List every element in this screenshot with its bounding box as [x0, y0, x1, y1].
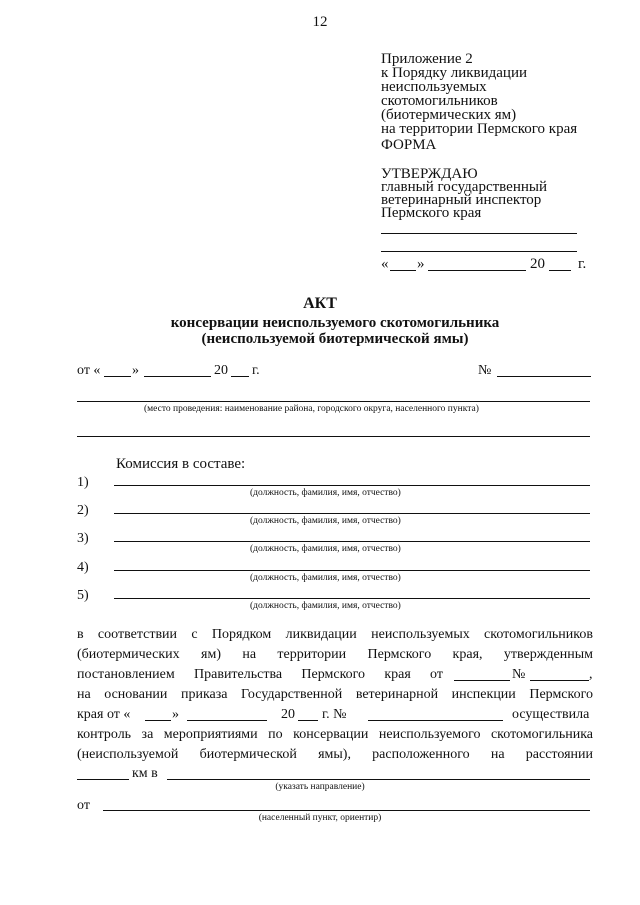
body-line-7: (неиспользуемой биотермической ямы), расположенного на расстоянии [77, 747, 593, 762]
approve-heading: УТВЕРЖДАЮ [381, 166, 478, 182]
act-day-field[interactable] [104, 376, 131, 377]
settlement-caption: (населенный пункт, ориентир) [258, 813, 382, 823]
order-date-mid: » [172, 707, 179, 722]
approve-date-mid: » [417, 256, 425, 272]
approve-name-line[interactable] [381, 251, 577, 252]
act-month-field[interactable] [144, 376, 211, 377]
decree-comma: , [589, 667, 593, 682]
appendix-block [381, 51, 577, 137]
settlement-from: от [77, 798, 90, 813]
forma-label: ФОРМА [381, 137, 437, 153]
act-year-field[interactable] [231, 376, 249, 377]
body-line-3: постановлением Правительства Пермского края от [77, 667, 443, 682]
act-date-mid: » [132, 363, 139, 378]
approve-line: Пермского края [381, 205, 482, 221]
member-number: 1) [77, 475, 89, 490]
act-subtitle-1: консервации неиспользуемого скотомогильника [170, 315, 500, 331]
decree-number-sign: № [512, 667, 526, 682]
order-month-field[interactable] [187, 720, 267, 721]
member-3-field[interactable] [114, 541, 590, 542]
act-number-sign: № [478, 363, 492, 378]
approve-month-field[interactable] [428, 270, 526, 271]
settlement-field[interactable] [103, 810, 590, 811]
body-line-2: (биотермических ям) на территории Пермского края, утвержденным [77, 647, 593, 662]
decree-number-field[interactable] [530, 680, 589, 681]
approve-line: ветеринарный инспектор [381, 192, 542, 208]
order-number-sign: г. № [322, 707, 347, 722]
member-2-field[interactable] [114, 513, 590, 514]
direction-caption: (указать направление) [275, 782, 365, 792]
appendix-line: скотомогильников [381, 93, 498, 109]
appendix-line: к Порядку ликвидации [381, 65, 528, 81]
decree-date-field[interactable] [454, 680, 510, 681]
appendix-line: на территории Пермского края [381, 121, 578, 137]
order-number-field[interactable] [368, 720, 503, 721]
member-number: 2) [77, 503, 89, 518]
commission-label: Комиссия в составе: [116, 456, 246, 472]
act-date-from: от « [77, 363, 101, 378]
act-year-suffix: г. [252, 363, 260, 378]
member-caption: (должность, фамилия, имя, отчество) [250, 488, 401, 498]
member-caption: (должность, фамилия, имя, отчество) [250, 601, 401, 611]
act-subtitle-2: (неиспользуемой биотермической ямы) [201, 331, 469, 347]
approve-date-open: « [381, 256, 389, 272]
approve-year-field[interactable] [549, 270, 571, 271]
act-number-field[interactable] [497, 376, 591, 377]
place-field-2[interactable] [77, 436, 590, 437]
member-caption: (должность, фамилия, имя, отчество) [250, 544, 401, 554]
member-1-field[interactable] [114, 485, 590, 486]
appendix-line: Приложение 2 [381, 51, 473, 67]
member-caption: (должность, фамилия, имя, отчество) [250, 573, 401, 583]
page-number: 12 [312, 14, 328, 30]
order-year-field[interactable] [298, 720, 318, 721]
member-number: 4) [77, 560, 89, 575]
approve-block [381, 166, 547, 221]
approve-signature-line[interactable] [381, 233, 577, 234]
member-4-field[interactable] [114, 570, 590, 571]
appendix-line: (биотермических ям) [381, 107, 517, 123]
act-title: АКТ [303, 295, 337, 312]
approve-year: 20 [530, 256, 545, 272]
member-number: 3) [77, 531, 89, 546]
appendix-line: неиспользуемых [381, 79, 487, 95]
distance-unit: км в [132, 766, 158, 781]
member-5-field[interactable] [114, 598, 590, 599]
place-caption: (место проведения: наименование района, городского округа, населенного пункта) [144, 404, 479, 414]
order-day-field[interactable] [145, 720, 171, 721]
member-number: 5) [77, 588, 89, 603]
direction-field[interactable] [167, 779, 590, 780]
approve-year-suffix: г. [578, 256, 587, 272]
place-field[interactable] [77, 401, 590, 402]
body-line-5-end: осуществила [512, 707, 590, 722]
distance-field[interactable] [77, 779, 129, 780]
order-date-open: края от « [77, 707, 131, 722]
approve-day-field[interactable] [390, 270, 416, 271]
approve-line: главный государственный [381, 179, 547, 195]
order-year: 20 [281, 707, 295, 722]
body-line-1: в соответствии с Порядком ликвидации неиспользуемых скотомогильников [77, 627, 593, 642]
act-year: 20 [214, 363, 228, 378]
member-caption: (должность, фамилия, имя, отчество) [250, 516, 401, 526]
body-line-6: контроль за мероприятиями по консервации неиспользуемого скотомогильника [77, 727, 593, 742]
body-line-4: на основании приказа Государственной ветеринарной инспекции Пермского [77, 687, 593, 702]
